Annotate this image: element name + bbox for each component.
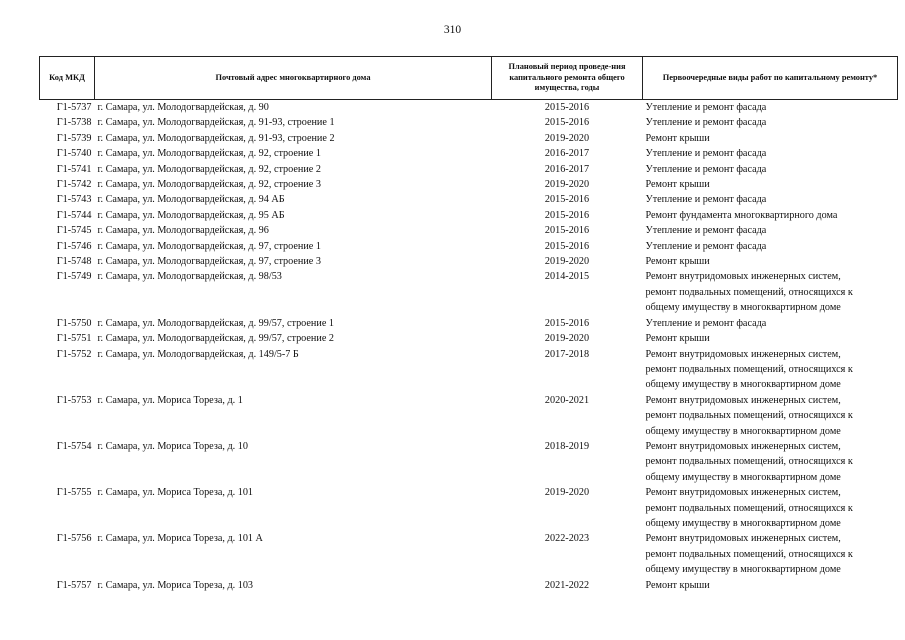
repair-period-cell: 2019-2020 [544, 179, 590, 191]
repair-period-cell: 2016-2017 [544, 163, 590, 175]
repair-works-line: ремонт подвальных помещений, относящихся к [645, 363, 853, 375]
repair-period-cell: 2016-2017 [544, 148, 590, 160]
table-row [40, 578, 898, 593]
repair-works-line: Ремонт крыши [645, 256, 710, 268]
repair-works-cell [643, 254, 898, 269]
repair-period-cell: 2017-2018 [544, 348, 590, 360]
repair-period-cell: 2019-2020 [544, 256, 590, 268]
repair-works-line: общему имуществу в многоквартирном доме [645, 517, 841, 529]
repair-works-line: Ремонт внутридомовых инженерных систем, [645, 348, 841, 360]
address-cell: г. Самара, ул. Мориса Тореза, д. 101 А [97, 533, 263, 545]
table-row [40, 269, 898, 315]
table-row [40, 331, 898, 346]
repair-works-cell [643, 208, 898, 223]
address-cell: г. Самара, ул. Молодогвардейская, д. 92, строение 2 [97, 163, 321, 175]
repair-works-line: Ремонт крыши [645, 333, 710, 345]
mkd-code-cell: Г1-5743 [56, 194, 92, 206]
repair-works-line: Утепление и ремонт фасада [645, 317, 767, 329]
repair-works-line: Ремонт внутридомовых инженерных систем, [645, 533, 841, 545]
address-cell: г. Самара, ул. Молодогвардейская, д. 91-93, строение 2 [97, 132, 335, 144]
repair-works-cell [643, 223, 898, 238]
table-row [40, 192, 898, 207]
repair-works-line: общему имуществу в многоквартирном доме [645, 564, 841, 576]
table-row [40, 146, 898, 161]
address-cell: г. Самара, ул. Молодогвардейская, д. 92, строение 1 [97, 148, 321, 160]
repair-works-cell [643, 177, 898, 192]
repair-works-cell [643, 239, 898, 254]
repair-period-cell: 2019-2020 [544, 132, 590, 144]
table-row [40, 439, 898, 485]
repair-period-cell: 2022-2023 [544, 533, 590, 545]
repair-works-line: Утепление и ремонт фасада [645, 117, 767, 129]
repair-works-line: общему имуществу в многоквартирном доме [645, 425, 841, 437]
repair-works-line: Ремонт внутридомовых инженерных систем, [645, 271, 841, 283]
repair-works-line: ремонт подвальных помещений, относящихся к [645, 548, 853, 560]
mkd-code-cell: Г1-5752 [56, 348, 92, 360]
address-cell: г. Самара, ул. Молодогвардейская, д. 91-93, строение 1 [97, 117, 335, 129]
mkd-code-cell: Г1-5746 [56, 240, 92, 252]
mkd-code-cell: Г1-5756 [56, 533, 92, 545]
repair-works-cell [643, 439, 898, 485]
table-row [40, 393, 898, 439]
repair-works-cell [643, 269, 898, 315]
repair-works-line: Ремонт внутридомовых инженерных систем, [645, 394, 841, 406]
address-cell: г. Самара, ул. Мориса Тореза, д. 10 [97, 440, 248, 452]
repair-works-cell [643, 100, 898, 116]
repair-period-cell: 2015-2016 [544, 117, 590, 129]
table-row [40, 223, 898, 238]
repair-period-cell: 2019-2020 [544, 333, 590, 345]
mkd-code-cell: Г1-5741 [56, 163, 92, 175]
repair-period-cell: 2018-2019 [544, 440, 590, 452]
repair-works-cell [643, 115, 898, 130]
header-code: Код МКД [40, 57, 95, 100]
repair-works-line: Утепление и ремонт фасада [645, 194, 767, 206]
repair-works-line: Утепление и ремонт фасада [645, 102, 767, 113]
table-row [40, 485, 898, 531]
repair-works-cell [643, 316, 898, 331]
repair-works-line: ремонт подвальных помещений, относящихся к [645, 410, 853, 422]
repair-period-cell: 2021-2022 [544, 579, 590, 591]
repair-works-cell [643, 192, 898, 207]
header-period: Плановый период проведе-ния капитального ремонта общего имущества, годы [492, 57, 643, 100]
table-row [40, 531, 898, 577]
repair-works-line: Ремонт крыши [645, 179, 710, 191]
repair-works-cell [643, 162, 898, 177]
repair-period-cell: 2015-2016 [544, 102, 590, 113]
table-row [40, 254, 898, 269]
repair-works-line: Ремонт внутридомовых инженерных систем, [645, 440, 841, 452]
table-row [40, 347, 898, 393]
mkd-code-cell: Г1-5751 [56, 333, 92, 345]
repair-works-line: Утепление и ремонт фасада [645, 148, 767, 160]
address-cell: г. Самара, ул. Мориса Тореза, д. 103 [97, 579, 254, 591]
mkd-code-cell: Г1-5749 [56, 271, 92, 283]
repair-period-cell: 2020-2021 [544, 394, 590, 406]
address-cell: г. Самара, ул. Молодогвардейская, д. 95 АБ [97, 209, 285, 221]
table-row [40, 131, 898, 146]
address-cell: г. Самара, ул. Мориса Тореза, д. 101 [97, 487, 254, 499]
repair-works-cell [643, 393, 898, 439]
table-row [40, 239, 898, 254]
repair-works-line: Ремонт крыши [645, 579, 710, 591]
mkd-code-cell: Г1-5755 [56, 487, 92, 499]
repair-works-line: ремонт подвальных помещений, относящихся к [645, 456, 853, 468]
header-address: Почтовый адрес многоквартирного дома [95, 57, 492, 100]
housing-repair-table [39, 56, 898, 593]
repair-works-line: общему имуществу в многоквартирном доме [645, 471, 841, 483]
repair-period-cell: 2015-2016 [544, 240, 590, 252]
mkd-code-cell: Г1-5745 [56, 225, 92, 237]
mkd-code-cell: Г1-5737 [56, 102, 92, 113]
table-body [40, 100, 898, 594]
mkd-code-cell: Г1-5739 [56, 132, 92, 144]
table-row [40, 177, 898, 192]
table-row [40, 100, 898, 116]
mkd-code-cell: Г1-5738 [56, 117, 92, 129]
table-header-row [40, 57, 898, 100]
repair-period-cell: 2019-2020 [544, 487, 590, 499]
repair-period-cell: 2015-2016 [544, 194, 590, 206]
repair-works-cell [643, 347, 898, 393]
address-cell: г. Самара, ул. Молодогвардейская, д. 96 [97, 225, 269, 237]
repair-works-line: Утепление и ремонт фасада [645, 240, 767, 252]
table-row [40, 316, 898, 331]
mkd-code-cell: Г1-5742 [56, 179, 92, 191]
address-cell: г. Самара, ул. Молодогвардейская, д. 97, строение 3 [97, 256, 321, 268]
address-cell: г. Самара, ул. Молодогвардейская, д. 99/57, строение 2 [97, 333, 334, 345]
repair-works-line: Утепление и ремонт фасада [645, 163, 767, 175]
mkd-code-cell: Г1-5757 [56, 579, 92, 591]
mkd-code-cell: Г1-5754 [56, 440, 92, 452]
address-cell: г. Самара, ул. Молодогвардейская, д. 97, строение 1 [97, 240, 321, 252]
repair-period-cell: 2015-2016 [544, 317, 590, 329]
repair-works-cell [643, 131, 898, 146]
address-cell: г. Самара, ул. Молодогвардейская, д. 149/5-7 Б [97, 348, 299, 360]
mkd-code-cell: Г1-5750 [56, 317, 92, 329]
repair-works-line: общему имуществу в многоквартирном доме [645, 302, 841, 314]
table-row [40, 115, 898, 130]
table-row [40, 208, 898, 223]
mkd-code-cell: Г1-5753 [56, 394, 92, 406]
mkd-code-cell: Г1-5744 [56, 209, 92, 221]
address-cell: г. Самара, ул. Молодогвардейская, д. 94 АБ [97, 194, 285, 206]
repair-works-cell [643, 531, 898, 577]
repair-works-line: общему имуществу в многоквартирном доме [645, 379, 841, 391]
repair-period-cell: 2014-2015 [544, 271, 590, 283]
repair-works-cell [643, 146, 898, 161]
repair-works-cell [643, 485, 898, 531]
address-cell: г. Самара, ул. Молодогвардейская, д. 90 [97, 102, 269, 113]
repair-works-line: Утепление и ремонт фасада [645, 225, 767, 237]
address-cell: г. Самара, ул. Мориса Тореза, д. 1 [97, 394, 243, 406]
address-cell: г. Самара, ул. Молодогвардейская, д. 92, строение 3 [97, 179, 321, 191]
address-cell: г. Самара, ул. Молодогвардейская, д. 98/53 [97, 271, 282, 283]
address-cell: г. Самара, ул. Молодогвардейская, д. 99/57, строение 1 [97, 317, 334, 329]
repair-works-line: Ремонт крыши [645, 132, 710, 144]
mkd-code-cell: Г1-5740 [56, 148, 92, 160]
repair-works-cell [643, 331, 898, 346]
table-row [40, 162, 898, 177]
repair-works-line: Ремонт фундамента многоквартирного дома [645, 209, 838, 221]
repair-period-cell: 2015-2016 [544, 209, 590, 221]
header-works: Первоочередные виды работ по капитальному ремонту* [643, 57, 898, 100]
repair-works-line: ремонт подвальных помещений, относящихся к [645, 286, 853, 298]
mkd-code-cell: Г1-5748 [56, 256, 92, 268]
repair-works-line: ремонт подвальных помещений, относящихся к [645, 502, 853, 514]
repair-period-cell: 2015-2016 [544, 225, 590, 237]
page-number: 310 [443, 24, 462, 36]
repair-works-cell [643, 578, 898, 593]
repair-works-line: Ремонт внутридомовых инженерных систем, [645, 487, 841, 499]
